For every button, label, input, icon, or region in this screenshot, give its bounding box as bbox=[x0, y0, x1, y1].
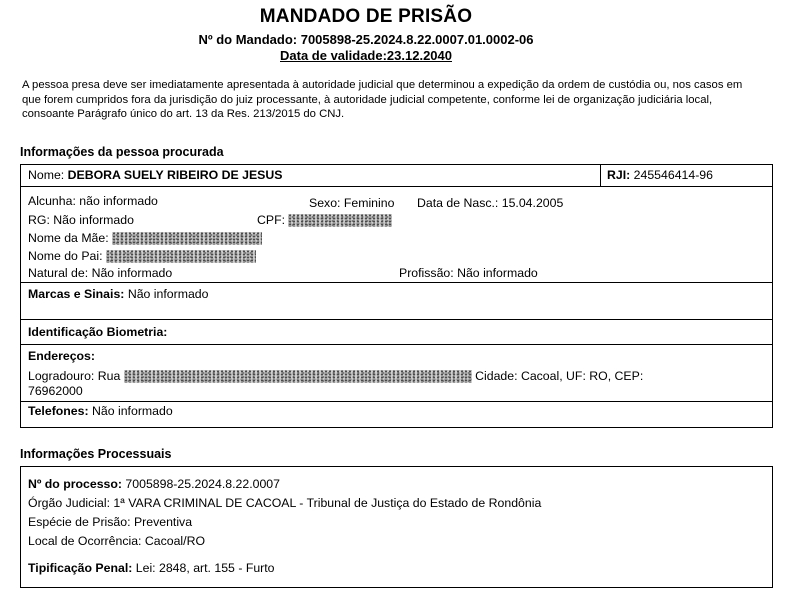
mother-name-label: Nome da Mãe: bbox=[28, 231, 109, 245]
name-label: Nome: bbox=[28, 168, 65, 182]
marks-field bbox=[28, 287, 208, 302]
profession-field: Profissão: Não informado bbox=[399, 266, 538, 280]
cpf-field bbox=[257, 213, 392, 228]
phones-value: Não informado bbox=[92, 404, 173, 418]
mother-name-redaction bbox=[112, 232, 262, 245]
warrant-number: Nº do Mandado: 7005898-25.2024.8.22.0007.01.0002-06 bbox=[198, 32, 534, 47]
phones-row bbox=[21, 401, 772, 428]
name-rji-divider bbox=[600, 165, 601, 186]
birthplace-field: Natural de: Não informado bbox=[28, 266, 173, 280]
street-redaction bbox=[124, 370, 472, 383]
penal-typification-value: Lei: 2848, art. 155 - Furto bbox=[135, 561, 275, 575]
father-name-label: Nome do Pai: bbox=[28, 249, 103, 263]
intro-paragraph: A pessoa presa deve ser imediatamente apresentada à autoridade judicial que determinou a expedição da ordem de custódia ou, nos casos em que forem cumpridos fora da jurisdição do juiz processante, à autoridade judicial competente, conforme lei de organização judiciária local, consoante Parágrafo único do art. 13 da Res. 213/2015 do CNJ. bbox=[22, 79, 743, 120]
addresses-label: Endereços: bbox=[28, 349, 95, 363]
alias-field: Alcunha: não informado bbox=[28, 194, 158, 208]
document-title: MANDADO DE PRISÃO bbox=[259, 6, 473, 27]
rji-field bbox=[607, 168, 713, 183]
marks-value: Não informado bbox=[127, 287, 209, 301]
process-info-box bbox=[20, 466, 773, 588]
name-field bbox=[28, 168, 282, 183]
rji-value: 245546414-96 bbox=[633, 168, 713, 182]
addresses-row bbox=[21, 344, 772, 401]
biometry-label: Identificação Biometria: bbox=[28, 325, 168, 339]
marks-label: Marcas e Sinais: bbox=[28, 287, 125, 301]
cep-value: 76962000 bbox=[28, 384, 83, 398]
biometry-row bbox=[21, 319, 772, 344]
arrest-type-field: Espécie de Prisão: Preventiva bbox=[28, 515, 193, 529]
process-number-label: Nº do processo: bbox=[28, 477, 122, 491]
process-number-value: 7005898-25.2024.8.22.0007 bbox=[125, 477, 280, 491]
penal-typification-field bbox=[28, 561, 275, 576]
occurrence-location-field: Local de Ocorrência: Cacoal/RO bbox=[28, 534, 206, 548]
phones-field bbox=[28, 404, 173, 419]
rg-field: RG: Não informado bbox=[28, 213, 134, 227]
name-value: DEBORA SUELY RIBEIRO DE JESUS bbox=[67, 168, 283, 182]
street-label: Logradouro: Rua bbox=[28, 369, 121, 383]
penal-typification-label: Tipificação Penal: bbox=[28, 561, 133, 575]
father-name-redaction bbox=[106, 250, 256, 263]
person-section-title: Informações da pessoa procurada bbox=[20, 145, 224, 159]
process-section-title: Informações Processuais bbox=[20, 447, 172, 461]
mother-name-field bbox=[28, 231, 262, 246]
validity-date: Data de validade:23.12.2040 bbox=[280, 48, 452, 63]
person-info-box bbox=[20, 164, 773, 428]
cpf-redaction bbox=[288, 214, 392, 227]
personal-details-row bbox=[21, 186, 772, 282]
court-field: Órgão Judicial: 1ª VARA CRIMINAL DE CACOAL - Tribunal de Justiça do Estado de Rondônia bbox=[28, 496, 542, 510]
process-number-field bbox=[28, 477, 280, 492]
birth-date-field: Data de Nasc.: 15.04.2005 bbox=[417, 196, 564, 210]
father-name-field bbox=[28, 249, 256, 264]
cpf-label: CPF: bbox=[257, 213, 286, 227]
marks-row bbox=[21, 282, 772, 319]
rji-label: RJI: bbox=[607, 168, 631, 182]
phones-label: Telefones: bbox=[28, 404, 89, 418]
sex-field: Sexo: Feminino bbox=[309, 196, 395, 210]
street-field bbox=[28, 369, 643, 384]
city-text: Cidade: Cacoal, UF: RO, CEP: bbox=[475, 369, 644, 383]
name-row bbox=[21, 165, 772, 186]
